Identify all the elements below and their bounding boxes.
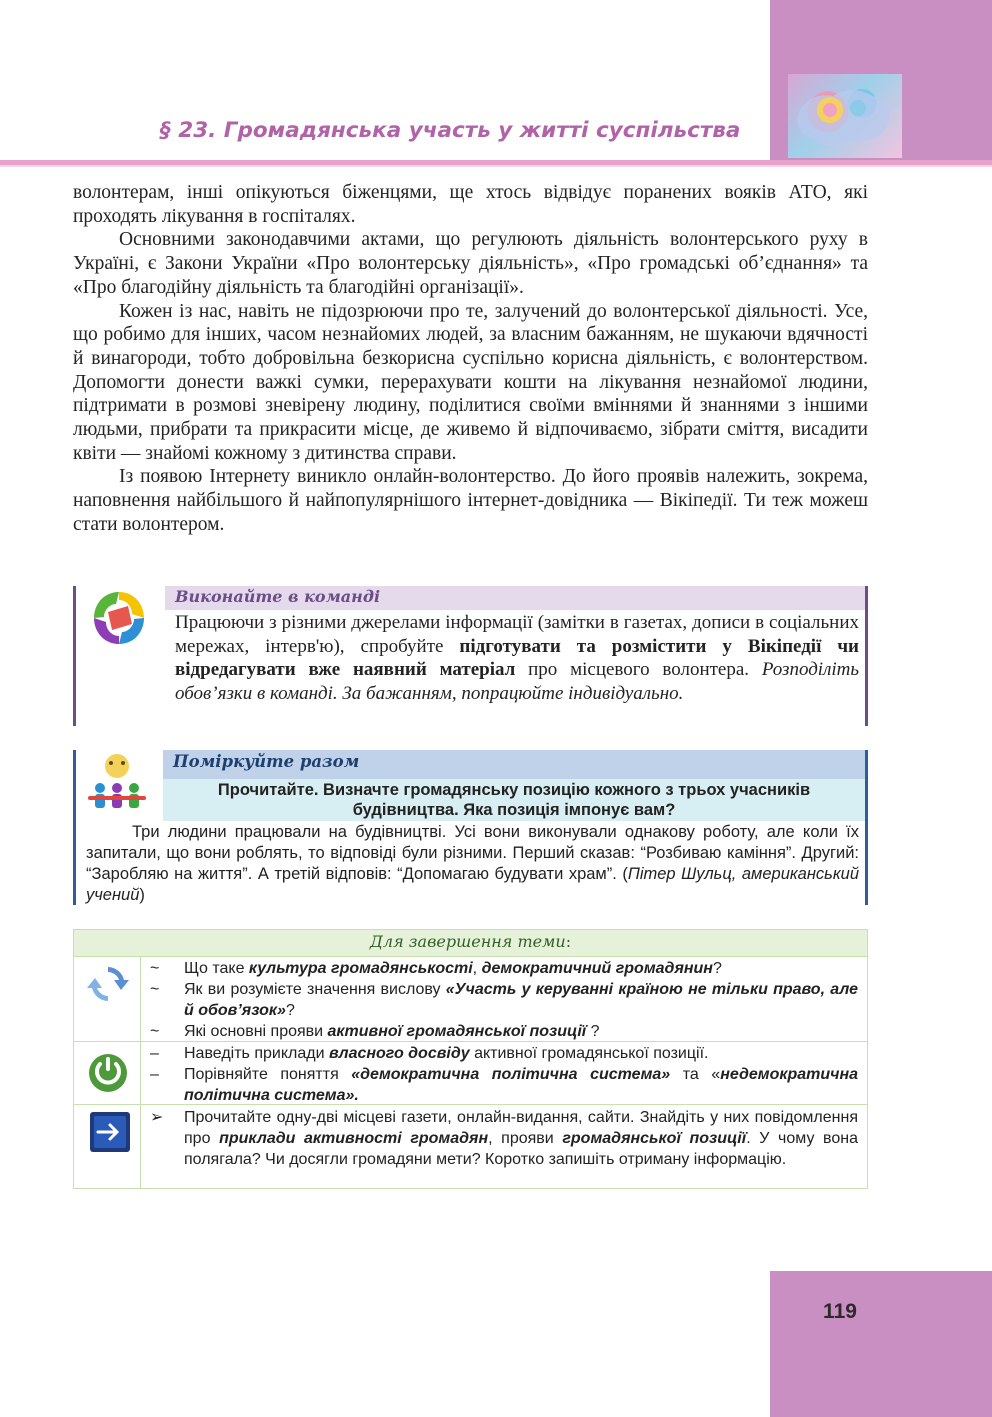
refresh-arrows-icon: [86, 962, 130, 1010]
list-item: [150, 1064, 858, 1106]
list-marker: ~: [150, 981, 160, 998]
table-column-divider: [140, 956, 141, 1189]
team-task-text: [175, 611, 859, 705]
main-text: [73, 181, 868, 537]
list-marker: ➢: [150, 1109, 164, 1126]
final-questions-table: [73, 929, 868, 1189]
text-span: Порівняйте поняття: [184, 1066, 352, 1083]
emphasis-text: громадянської позиції: [562, 1130, 747, 1147]
think-together-question: Прочитайте. Визначте громадянську позицію кожного з трьох учасників будівництва. Яка позиція імпонує вам?: [163, 779, 865, 821]
text-span: активної громадянської позиції.: [469, 1045, 709, 1062]
text-span: Наведіть приклади: [184, 1045, 329, 1062]
emphasis-text: активної громадянської позиції: [327, 1023, 587, 1040]
arrow-box-icon: [88, 1110, 132, 1158]
text-span: Працюючи з різними джерелами інформації (замітки в газетах, дописи в соціальних мережах, інтерв'ю), спробуйте: [175, 612, 859, 657]
ukraine-map-image: [788, 74, 902, 158]
text-span: та «: [670, 1066, 721, 1083]
chapter-title: § 23. Громадянська участь у житті суспільства: [160, 118, 741, 143]
team-task-header: [165, 586, 865, 610]
text-span: Прочитайте одну-дві місцеві газети, онлайн-видання, сайти. Знайдіть у них повідомлення про: [184, 1109, 858, 1147]
paragraph: Кожен із нас, навіть не підозрюючи про те, залучений до волонтерської діяльності. Усе, що робимо для інших, часом незнайомих людей, за власним бажанням, не шукаючи вдячності й винагороди, тобто добровільна безкорисна суспільно корисна діяльність, є волонтерством. Допомогти донести важкі сумки, перерахувати кошти на лікування незнайомої людини, підтримати в розмові зневірену людину, поділитися своїми вміннями й знаннями з іншими людьми, прибрати та прикрасити місце, де живемо й відпочиваємо, зібрати сміття, висадити квіти — знайомі кожному з дитинства справи.: [73, 300, 868, 464]
text-span: ?: [712, 960, 722, 977]
emphasis-text: «демократична політична система»: [351, 1066, 671, 1083]
list-item: [150, 1021, 858, 1042]
text-span: ?: [586, 1023, 600, 1040]
final-questions-title: Для завершення теми: [369, 932, 566, 951]
text-span: ): [139, 886, 145, 904]
think-together-box: [73, 750, 868, 905]
final-questions-header: [74, 930, 867, 956]
emphasis-text: культура громадянськості: [248, 960, 473, 977]
list-marker: –: [150, 1045, 159, 1062]
italic-text: Пітер Шульц, американський учений: [86, 865, 859, 904]
text-span: ?: [285, 1002, 295, 1019]
header-divider-light: [0, 165, 992, 167]
list-item: [150, 1107, 858, 1170]
list-item: [150, 958, 858, 979]
emphasis-text: демократичний громадянин: [481, 960, 713, 977]
page-number: 119: [823, 1300, 857, 1323]
text-span: Що таке: [184, 960, 249, 977]
table-row-divider: [74, 956, 867, 957]
emphasis-text: підготувати та розмістити у Вікіпедії чи відредагувати вже наявний матеріал: [175, 635, 860, 680]
think-together-header: [163, 750, 865, 779]
list-marker: –: [150, 1066, 159, 1083]
text-span: про місцевого волонтера.: [515, 659, 762, 680]
hands-circle-icon: [88, 586, 150, 650]
team-task-title: Виконайте в команді: [175, 587, 381, 606]
people-group-icon: [86, 752, 148, 814]
text-span: . У чому вона полягала? Чи досягли громадяни мети? Коротко запишіть отриману інформацію.: [184, 1130, 859, 1168]
footer-corner-block: [770, 1271, 992, 1417]
paragraph: волонтерам, інші опікуються біженцями, ще хтось відвідує поранених вояків АТО, які проходять лікування в госпіталях.: [73, 182, 868, 227]
emphasis-text: власного досвіду: [328, 1045, 470, 1062]
team-task-box: [73, 586, 868, 726]
text-span: Як ви розумієте значення вислову: [184, 981, 446, 998]
power-icon: [86, 1047, 130, 1099]
emphasis-text: приклади активності громадян: [219, 1130, 489, 1147]
italic-text: Розподіліть обов’язки в команді. За бажанням, попрацюйте індивідуально.: [175, 659, 860, 704]
paragraph: Основними законодавчими актами, що регулюють діяльність волонтерського руху в Україні, є Закони України «Про волонтерську діяльність», «Про громадські об’єднання» та «Про благодійну діяльність та благодійні організації».: [73, 229, 868, 298]
colon: :: [565, 932, 572, 951]
list-marker: ~: [150, 960, 160, 977]
text-span: Три людини працювали на будівництві. Усі вони виконували однакову роботу, але коли їх запитали, що вони роблять, то відповіді були різними. Перший сказав: “Розбиваю каміння”. Другий: “Заробляю на життя”. А третій відповів: “Допомагаю будувати храм”. (: [86, 823, 859, 883]
text-span: ,: [472, 960, 482, 977]
list-item: [150, 979, 858, 1021]
think-together-story: [86, 822, 859, 906]
list-marker: ~: [150, 1023, 160, 1040]
text-span: Які основні прояви: [184, 1023, 328, 1040]
emphasis-text: недемократична політична система».: [184, 1066, 859, 1104]
text-span: , прояви: [488, 1130, 563, 1147]
emphasis-text: «Участь у керуванні країною не тільки право, але й обов’язок»: [184, 981, 858, 1019]
paragraph: Із появою Інтернету виникло онлайн-волонтерство. До його проявів належить, зокрема, наповнення найбільшого й найпопулярнішого інтернет-довідника — Вікіпедії. Ти теж можеш стати волонтером.: [73, 466, 868, 535]
think-together-title: Поміркуйте разом: [173, 752, 360, 771]
list-item: [150, 1043, 858, 1064]
